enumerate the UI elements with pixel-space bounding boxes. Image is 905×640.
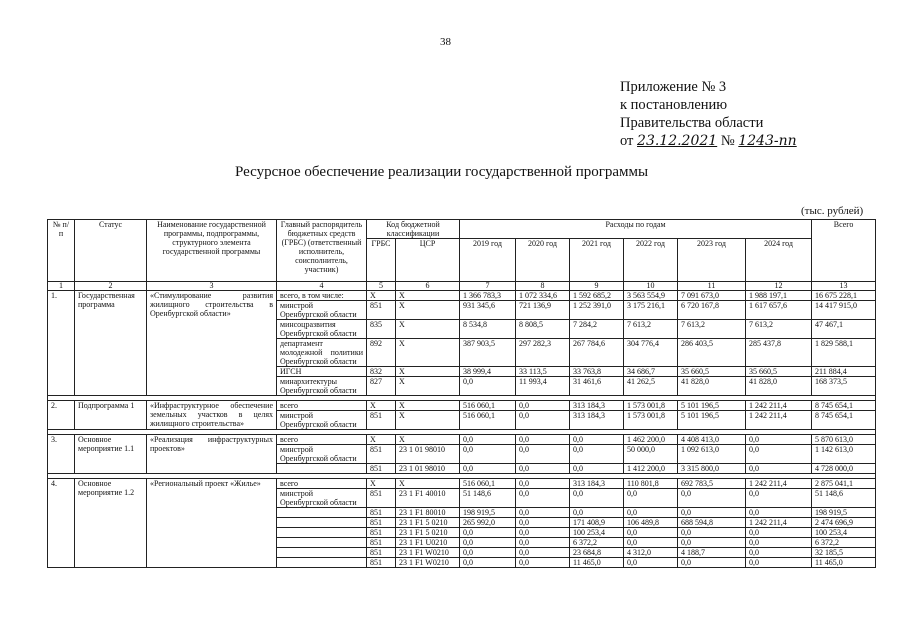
csr-code-cell: X [396,401,460,411]
grbs-code-cell: 851 [367,548,396,558]
grbs-name-cell: ИГСН [277,367,367,377]
year-value-cell: 721 136,9 [516,301,570,320]
grbs-name-cell: минстрой Оренбургской области [277,301,367,320]
year-value-cell: 6 372,2 [570,538,624,548]
grbs-code-cell: X [367,435,396,445]
total-cell: 32 185,5 [812,548,876,558]
grbs-code-cell: 851 [367,445,396,464]
year-value-cell: 3 315 800,0 [678,464,746,474]
csr-code-cell: X [396,411,460,430]
total-cell: 2 474 696,9 [812,518,876,528]
grbs-name-cell: минстрой Оренбургской области [277,411,367,430]
year-value-cell: 516 060,1 [460,401,516,411]
header-budget-code: Код бюджетной классификации [367,220,460,239]
year-value-cell: 0,0 [516,489,570,508]
csr-code-cell: 23 1 F1 40010 [396,489,460,508]
year-value-cell: 0,0 [570,508,624,518]
grbs-code-cell: 851 [367,518,396,528]
year-value-cell: 313 184,3 [570,411,624,430]
header-year: 2024 год [746,239,812,282]
year-value-cell: 23 684,8 [570,548,624,558]
section-number: 2. [48,401,75,430]
year-value-cell: 41 828,0 [746,377,812,396]
year-value-cell: 35 660,5 [746,367,812,377]
column-number: 7 [460,282,516,291]
grbs-code-cell: 892 [367,339,396,367]
year-value-cell: 0,0 [460,445,516,464]
year-value-cell: 0,0 [516,548,570,558]
year-value-cell: 313 184,3 [570,479,624,489]
year-value-cell: 285 437,8 [746,339,812,367]
total-cell: 47 467,1 [812,320,876,339]
year-value-cell: 1 462 200,0 [624,435,678,445]
grbs-name-cell: минстрой Оренбургской области [277,445,367,464]
year-value-cell: 0,0 [624,538,678,548]
handwritten-number: 1243-пп [738,133,797,149]
year-value-cell: 0,0 [746,445,812,464]
total-cell: 2 875 041,1 [812,479,876,489]
csr-code-cell: X [396,367,460,377]
table-row [48,479,876,489]
section-number: 1. [48,291,75,396]
grbs-name-cell: минархитектуры Оренбургской области [277,377,367,396]
column-number: 1 [48,282,75,291]
year-value-cell: 11 993,4 [516,377,570,396]
year-value-cell: 0,0 [570,489,624,508]
total-cell: 5 870 613,0 [812,435,876,445]
year-value-cell: 0,0 [516,411,570,430]
year-value-cell: 4 312,0 [624,548,678,558]
grbs-name-cell [277,558,367,568]
year-value-cell: 3 175 216,1 [624,301,678,320]
column-number: 3 [147,282,277,291]
total-cell: 1 142 613,0 [812,445,876,464]
year-value-cell: 33 113,5 [516,367,570,377]
csr-code-cell: 23 1 F1 U0210 [396,538,460,548]
header-year: 2020 год [516,239,570,282]
column-number-row [48,282,876,291]
year-value-cell: 1 573 001,8 [624,411,678,430]
grbs-name-cell [277,464,367,474]
section-status: Основное мероприятие 1.1 [75,435,147,474]
grbs-code-cell: 851 [367,464,396,474]
year-value-cell: 5 101 196,5 [678,411,746,430]
grbs-code-cell: 827 [367,377,396,396]
grbs-name-cell: всего [277,401,367,411]
year-value-cell: 0,0 [570,435,624,445]
units-label: (тыс. рублей) [801,205,864,217]
csr-code-cell: 23 1 01 98010 [396,464,460,474]
csr-code-cell: 23 1 01 98010 [396,445,460,464]
grbs-name-cell: минсоцразвития Оренбургской области [277,320,367,339]
year-value-cell: 0,0 [460,464,516,474]
total-cell: 6 372,2 [812,538,876,548]
year-value-cell: 0,0 [746,538,812,548]
year-value-cell: 7 613,2 [678,320,746,339]
year-value-cell: 304 776,4 [624,339,678,367]
year-value-cell: 0,0 [460,435,516,445]
year-value-cell: 692 783,5 [678,479,746,489]
csr-code-cell: 23 1 F1 W0210 [396,548,460,558]
year-value-cell: 0,0 [624,558,678,568]
table-row [48,401,876,411]
year-value-cell: 0,0 [460,377,516,396]
column-number: 6 [396,282,460,291]
year-value-cell: 38 999,4 [460,367,516,377]
document-title: Ресурсное обеспечение реализации государственной программы [235,164,649,180]
grbs-code-cell: 851 [367,538,396,548]
year-value-cell: 106 489,8 [624,518,678,528]
year-value-cell: 0,0 [460,528,516,538]
year-value-cell: 0,0 [678,528,746,538]
header-year: 2022 год [624,239,678,282]
year-value-cell: 1 573 001,8 [624,401,678,411]
year-value-cell: 0,0 [516,508,570,518]
year-value-cell: 41 828,0 [678,377,746,396]
year-value-cell: 1 242 211,4 [746,411,812,430]
grbs-name-cell: всего, в том числе: [277,291,367,301]
year-value-cell: 1 366 783,3 [460,291,516,301]
csr-code-cell: X [396,320,460,339]
year-value-cell: 0,0 [678,538,746,548]
year-value-cell: 313 184,3 [570,401,624,411]
section-name: «Реализация инфраструктурных проектов» [147,435,277,474]
section-name: «Региональный проект «Жилье» [147,479,277,568]
year-value-cell: 110 801,8 [624,479,678,489]
appendix-block [620,78,797,150]
grbs-name-cell [277,538,367,548]
header-name: Наименование государственной программы, подпрограммы, структурного элемента государственной программы [147,220,277,282]
year-value-cell: 11 465,0 [570,558,624,568]
year-value-cell: 1 252 391,0 [570,301,624,320]
year-value-cell: 0,0 [624,508,678,518]
year-value-cell: 4 408 413,0 [678,435,746,445]
column-number: 5 [367,282,396,291]
grbs-code-cell: 851 [367,301,396,320]
year-value-cell: 1 988 197,1 [746,291,812,301]
column-number: 12 [746,282,812,291]
year-value-cell: 1 242 211,4 [746,518,812,528]
year-value-cell: 7 613,2 [624,320,678,339]
year-value-cell: 0,0 [570,445,624,464]
year-value-cell: 0,0 [460,558,516,568]
year-value-cell: 1 072 334,6 [516,291,570,301]
column-number: 8 [516,282,570,291]
year-value-cell: 1 617 657,6 [746,301,812,320]
grbs-code-cell: 851 [367,411,396,430]
year-value-cell: 0,0 [746,435,812,445]
column-number: 9 [570,282,624,291]
grbs-code-cell: 832 [367,367,396,377]
csr-code-cell: 23 1 F1 80010 [396,508,460,518]
header-num: № п/п [48,220,75,282]
grbs-code-cell: X [367,401,396,411]
year-value-cell: 8 808,5 [516,320,570,339]
section-name: «Стимулирование развития жилищного строительства в Оренбургской области» [147,291,277,396]
csr-code-cell: 23 1 F1 5 0210 [396,528,460,538]
year-value-cell: 100 253,4 [570,528,624,538]
total-cell: 8 745 654,1 [812,401,876,411]
handwritten-date: 23.12.2021 [637,133,718,149]
column-number: 10 [624,282,678,291]
year-value-cell: 0,0 [516,518,570,528]
section-status: Государственная программа [75,291,147,396]
year-value-cell: 265 992,0 [460,518,516,528]
total-cell: 14 417 915,0 [812,301,876,320]
header-year: 2019 год [460,239,516,282]
year-value-cell: 0,0 [460,548,516,558]
grbs-name-cell [277,548,367,558]
grbs-name-cell: всего [277,479,367,489]
section-number: 4. [48,479,75,568]
year-value-cell: 0,0 [516,479,570,489]
year-value-cell: 0,0 [460,538,516,548]
year-value-cell: 516 060,1 [460,411,516,430]
grbs-name-cell: департамент молодежной политики Оренбургской области [277,339,367,367]
date-prefix: от [620,133,634,149]
year-value-cell: 0,0 [746,528,812,538]
year-value-cell: 41 262,5 [624,377,678,396]
year-value-cell: 8 534,8 [460,320,516,339]
year-value-cell: 1 412 200,0 [624,464,678,474]
total-cell: 8 745 654,1 [812,411,876,430]
csr-code-cell: X [396,377,460,396]
year-value-cell: 31 461,6 [570,377,624,396]
year-value-cell: 0,0 [746,464,812,474]
grbs-code-cell: X [367,479,396,489]
number-prefix: № [720,133,735,149]
year-value-cell: 0,0 [746,489,812,508]
header-status: Статус [75,220,147,282]
header-grbs: ГРБС [367,239,396,282]
total-cell: 1 829 588,1 [812,339,876,367]
year-value-cell: 34 686,7 [624,367,678,377]
year-value-cell: 3 563 554,9 [624,291,678,301]
year-value-cell: 0,0 [678,508,746,518]
appendix-date-line [620,132,797,150]
year-value-cell: 931 345,6 [460,301,516,320]
year-value-cell: 0,0 [516,528,570,538]
year-value-cell: 0,0 [516,558,570,568]
grbs-code-cell: 851 [367,508,396,518]
column-number: 4 [277,282,367,291]
header-year: 2021 год [570,239,624,282]
year-value-cell: 35 660,5 [678,367,746,377]
total-cell: 4 728 000,0 [812,464,876,474]
year-value-cell: 50 000,0 [624,445,678,464]
total-cell: 211 884,4 [812,367,876,377]
total-cell: 51 148,6 [812,489,876,508]
year-value-cell: 171 408,9 [570,518,624,528]
total-cell: 168 373,5 [812,377,876,396]
section-status: Подпрограмма 1 [75,401,147,430]
total-cell: 100 253,4 [812,528,876,538]
year-value-cell: 0,0 [624,489,678,508]
grbs-name-cell [277,518,367,528]
header-csr: ЦСР [396,239,460,282]
appendix-line: Правительства области [620,115,764,131]
total-cell: 11 465,0 [812,558,876,568]
section-number: 3. [48,435,75,474]
year-value-cell: 688 594,8 [678,518,746,528]
page-number: 38 [440,36,451,48]
column-number: 13 [812,282,876,291]
header-row [48,220,876,239]
year-value-cell: 1 092 613,0 [678,445,746,464]
year-value-cell: 7 613,2 [746,320,812,339]
year-value-cell: 0,0 [516,435,570,445]
year-value-cell: 0,0 [516,538,570,548]
csr-code-cell: X [396,291,460,301]
appendix-line: Приложение № 3 [620,79,727,95]
header-total: Всего [812,220,876,282]
csr-code-cell: 23 1 F1 W0210 [396,558,460,568]
year-value-cell: 0,0 [516,401,570,411]
grbs-name-cell [277,508,367,518]
grbs-code-cell: 851 [367,489,396,508]
table-row [48,291,876,301]
year-value-cell: 0,0 [678,489,746,508]
resource-table [47,219,876,568]
appendix-line: к постановлению [620,97,728,113]
total-cell: 198 919,5 [812,508,876,518]
grbs-code-cell: 851 [367,528,396,538]
year-value-cell: 198 919,5 [460,508,516,518]
year-value-cell: 1 242 211,4 [746,479,812,489]
year-value-cell: 0,0 [570,464,624,474]
year-value-cell: 1 592 685,2 [570,291,624,301]
year-value-cell: 5 101 196,5 [678,401,746,411]
csr-code-cell: X [396,479,460,489]
grbs-code-cell: 851 [367,558,396,568]
header-grbs-main: Главный распорядитель бюджетных средств (ГРБС) (ответственный исполнитель, соисполнитель, участник) [277,220,367,282]
year-value-cell: 0,0 [516,464,570,474]
grbs-name-cell [277,528,367,538]
column-number: 2 [75,282,147,291]
year-value-cell: 286 403,5 [678,339,746,367]
header-expenses: Расходы по годам [460,220,812,239]
year-value-cell: 0,0 [746,508,812,518]
year-value-cell: 0,0 [746,558,812,568]
year-value-cell: 0,0 [678,558,746,568]
total-cell: 16 675 228,1 [812,291,876,301]
grbs-code-cell: X [367,291,396,301]
year-value-cell: 6 720 167,8 [678,301,746,320]
year-value-cell: 7 091 673,0 [678,291,746,301]
section-name: «Инфраструктурное обеспечение земельных участков в целях жилищного строительства» [147,401,277,430]
year-value-cell: 297 282,3 [516,339,570,367]
csr-code-cell: X [396,301,460,320]
csr-code-cell: X [396,339,460,367]
year-value-cell: 4 188,7 [678,548,746,558]
year-value-cell: 516 060,1 [460,479,516,489]
grbs-name-cell: минстрой Оренбургской области [277,489,367,508]
grbs-code-cell: 835 [367,320,396,339]
csr-code-cell: X [396,435,460,445]
year-value-cell: 387 903,5 [460,339,516,367]
table-row [48,435,876,445]
year-value-cell: 1 242 211,4 [746,401,812,411]
column-number: 11 [678,282,746,291]
year-value-cell: 7 284,2 [570,320,624,339]
grbs-name-cell: всего [277,435,367,445]
section-status: Основное мероприятие 1.2 [75,479,147,568]
csr-code-cell: 23 1 F1 5 0210 [396,518,460,528]
year-value-cell: 0,0 [624,528,678,538]
year-value-cell: 0,0 [516,445,570,464]
year-value-cell: 51 148,6 [460,489,516,508]
year-value-cell: 267 784,6 [570,339,624,367]
year-value-cell: 33 763,8 [570,367,624,377]
year-value-cell: 0,0 [746,548,812,558]
header-year: 2023 год [678,239,746,282]
